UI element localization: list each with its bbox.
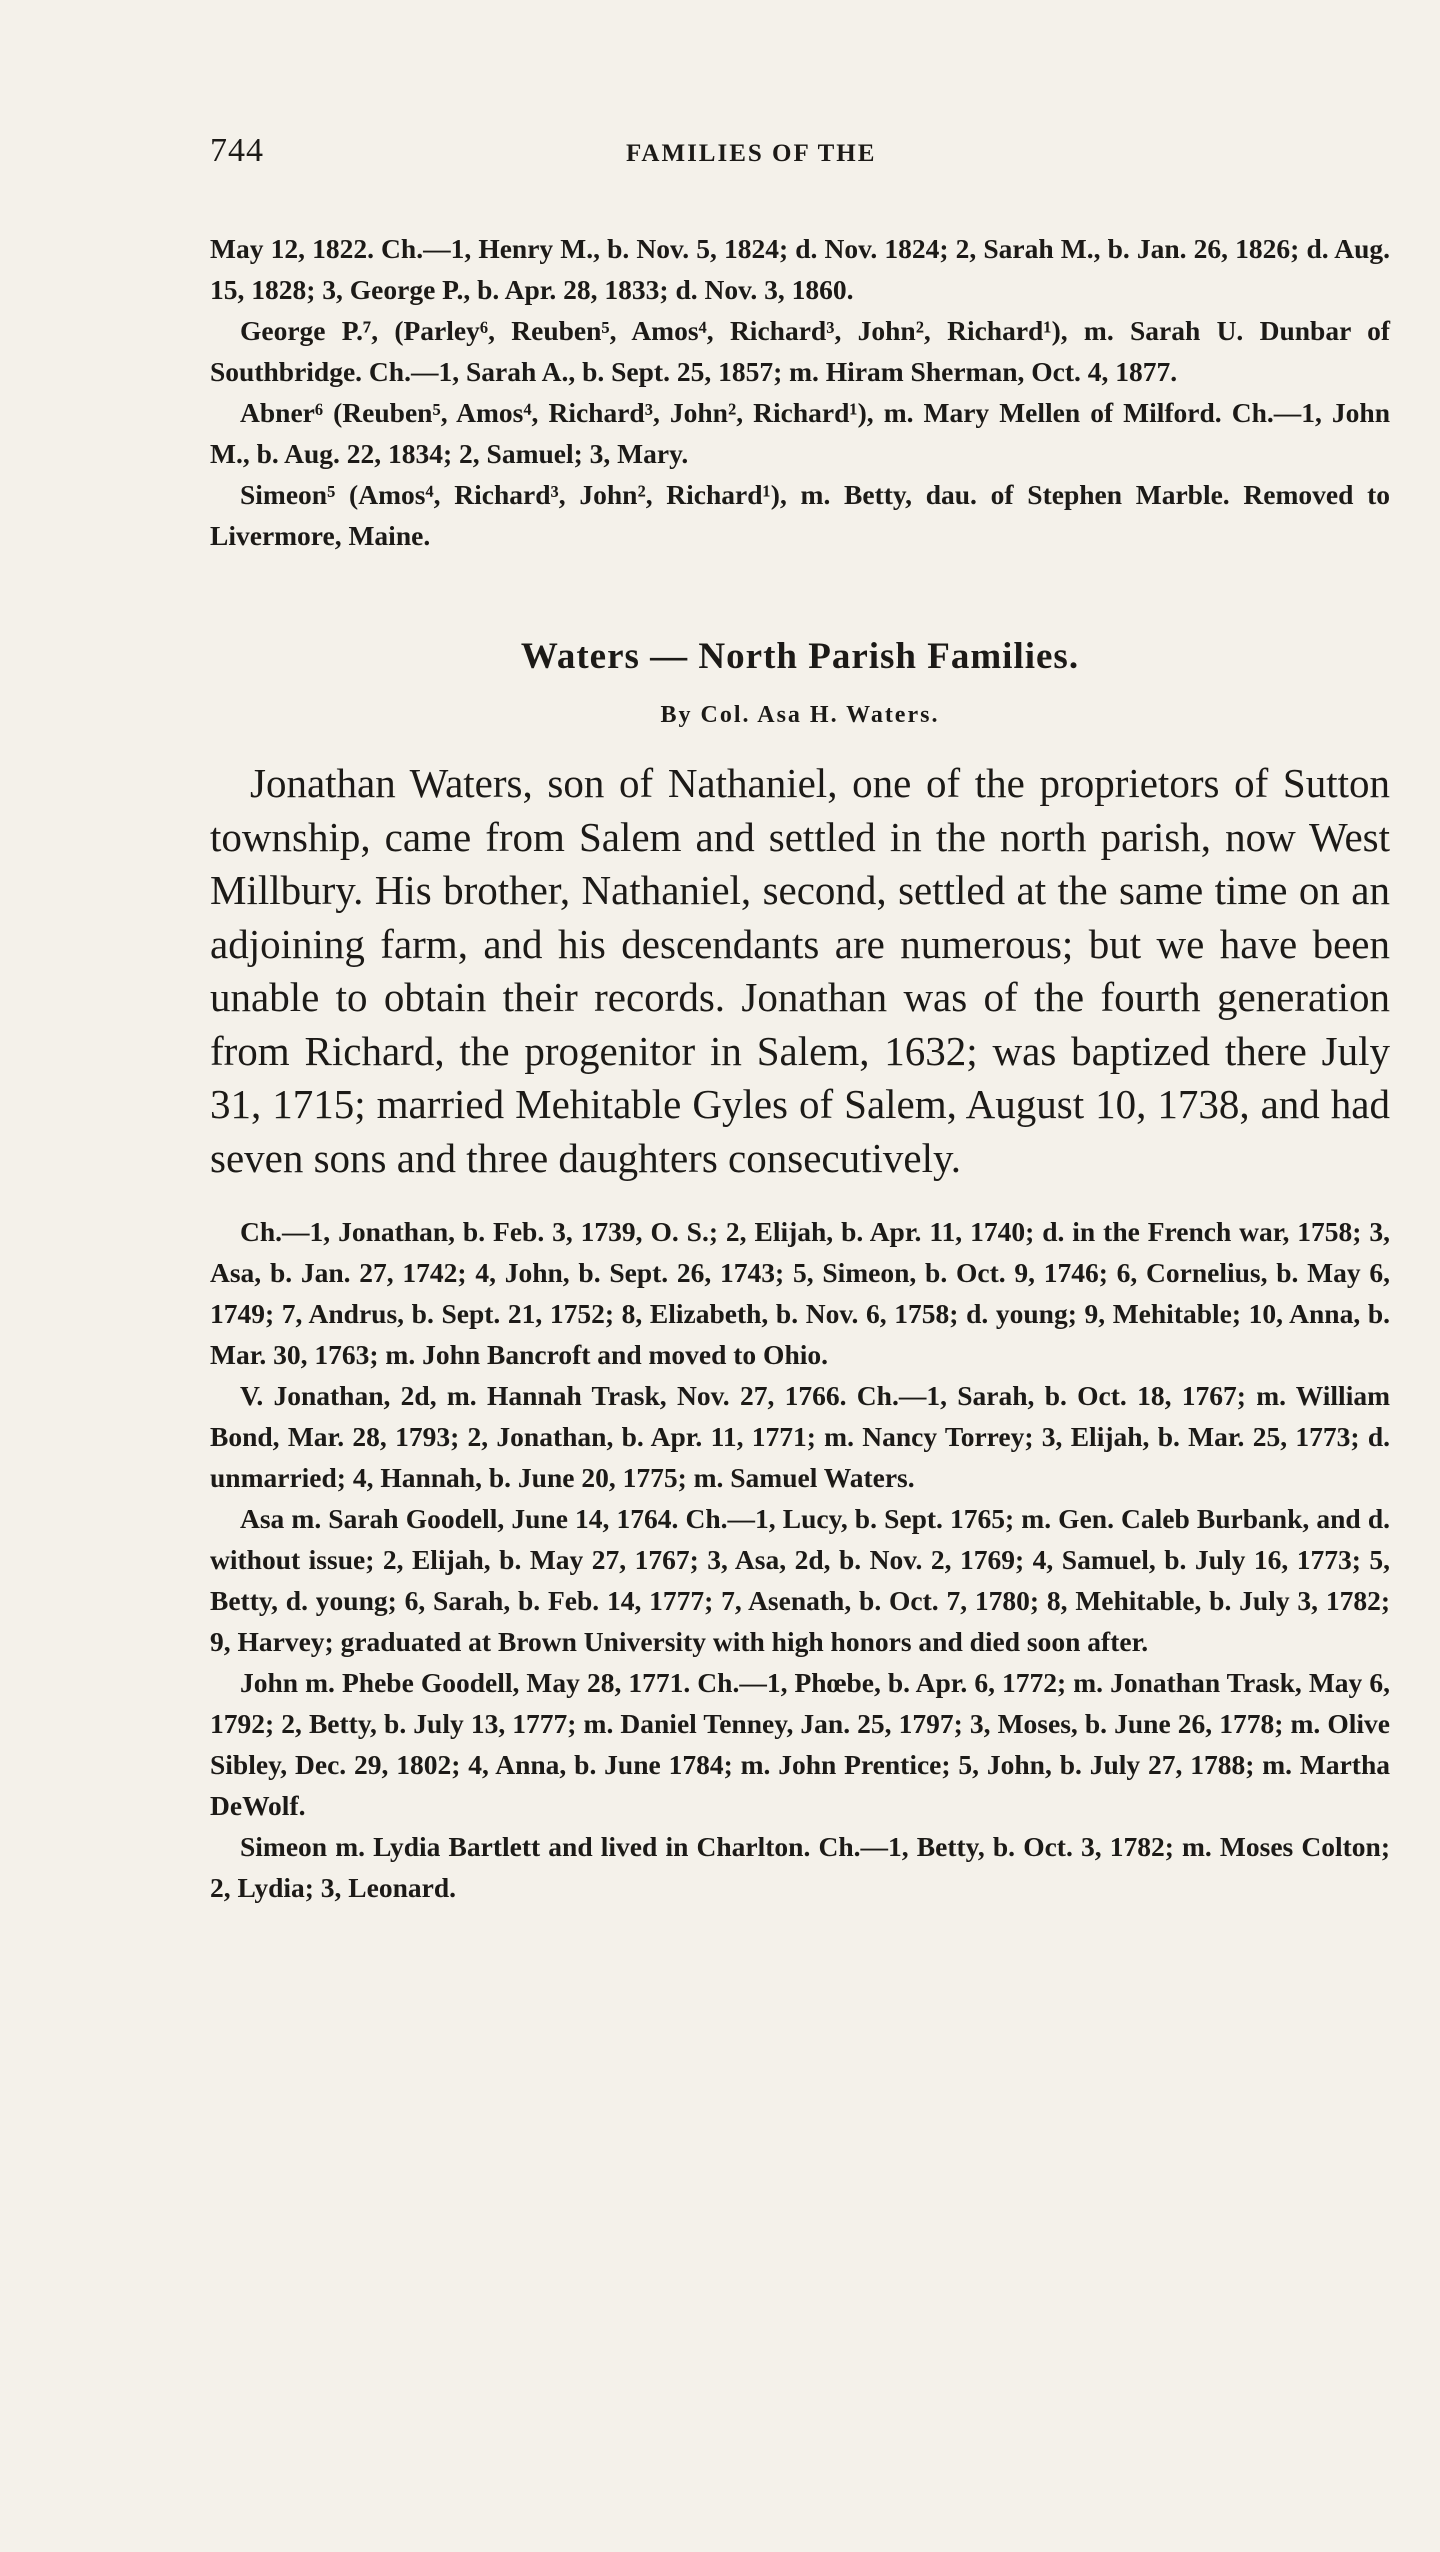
genealogy-paragraph: John m. Phebe Goodell, May 28, 1771. Ch.—1, Phœbe, b. Apr. 6, 1772; m. Jonathan Trask, May 6, 1792; 2, Betty, b. July 13, 1777; m. Daniel Tenney, Jan. 25, 1797; 3, Moses, b. June 26, 1778; m. Olive Sibley, Dec. 29, 1802; 4, Anna, b. June 1784; m. John Prentice; 5, John, b. July 27, 1788; m. Martha DeWolf. — [210, 1667, 1390, 1821]
genealogy-paragraph: V. Jonathan, 2d, m. Hannah Trask, Nov. 27, 1766. Ch.—1, Sarah, b. Oct. 18, 1767; m. William Bond, Mar. 28, 1793; 2, Jonathan, b. Apr. 11, 1771; m. Nancy Torrey; 3, Elijah, b. Mar. 25, 1773; d. unmarried; 4, Hannah, b. June 20, 1775; m. Samuel Waters. — [210, 1380, 1390, 1493]
genealogy-paragraph: Ch.—1, Jonathan, b. Feb. 3, 1739, O. S.; 2, Elijah, b. Apr. 11, 1740; d. in the French war, 1758; 3, Asa, b. Jan. 27, 1742; 4, John, b. Sept. 26, 1743; 5, Simeon, b. Oct. 9, 1746; 6, Cornelius, b. May 6, 1749; 7, Andrus, b. Sept. 21, 1752; 8, Elizabeth, b. Nov. 6, 1758; d. young; 9, Mehitable; 10, Anna, b. Mar. 30, 1763; m. John Bancroft and moved to Ohio. — [210, 1216, 1390, 1370]
page-header — [210, 132, 1390, 182]
page-number: 744 — [210, 132, 264, 169]
genealogy-paragraph: May 12, 1822. Ch.—1, Henry M., b. Nov. 5, 1824; d. Nov. 1824; 2, Sarah M., b. Jan. 26, 1826; d. Aug. 15, 1828; 3, George P., b. Apr. 28, 1833; d. Nov. 3, 1860. — [210, 233, 1390, 305]
genealogy-paragraph: Simeon⁵ (Amos⁴, Richard³, John², Richard¹), m. Betty, dau. of Stephen Marble. Removed to Livermore, Maine. — [210, 479, 1390, 551]
page-body — [210, 228, 1390, 1908]
intro-paragraph: Jonathan Waters, son of Nathaniel, one of the proprietors of Sutton township, came from Salem and settled in the north parish, now West Millbury. His brother, Nathaniel, second, settled at the same time on an adjoining farm, and his descendants are numerous; but we have been unable to obtain their records. Jonathan was of the fourth generation from Richard, the progenitor in Salem, 1632; was baptized there July 31, 1715; married Mehitable Gyles of Salem, August 10, 1738, and had seven sons and three daughters consecutively. — [210, 760, 1390, 1181]
section-title: Waters — North Parish Families. — [520, 636, 1080, 677]
section-byline: By Col. Asa H. Waters. — [660, 702, 940, 728]
genealogy-paragraph: Abner⁶ (Reuben⁵, Amos⁴, Richard³, John², Richard¹), m. Mary Mellen of Milford. Ch.—1, John M., b. Aug. 22, 1834; 2, Samuel; 3, Mary. — [210, 397, 1390, 469]
genealogy-paragraph: George P.⁷, (Parley⁶, Reuben⁵, Amos⁴, Richard³, John², Richard¹), m. Sarah U. Dunbar of Southbridge. Ch.—1, Sarah A., b. Sept. 25, 1857; m. Hiram Sherman, Oct. 4, 1877. — [210, 315, 1390, 387]
genealogy-paragraph: Simeon m. Lydia Bartlett and lived in Charlton. Ch.—1, Betty, b. Oct. 3, 1782; m. Moses Colton; 2, Lydia; 3, Leonard. — [210, 1831, 1390, 1903]
genealogy-paragraph: Asa m. Sarah Goodell, June 14, 1764. Ch.—1, Lucy, b. Sept. 1765; m. Gen. Caleb Burbank, and d. without issue; 2, Elijah, b. May 27, 1767; 3, Asa, 2d, b. Nov. 2, 1769; 4, Samuel, b. July 16, 1773; 5, Betty, d. young; 6, Sarah, b. Feb. 14, 1777; 7, Asenath, b. Oct. 7, 1780; 8, Mehitable, b. July 3, 1782; 9, Harvey; graduated at Brown University with high honors and died soon after. — [210, 1503, 1390, 1657]
running-head: FAMILIES OF THE — [626, 140, 877, 167]
